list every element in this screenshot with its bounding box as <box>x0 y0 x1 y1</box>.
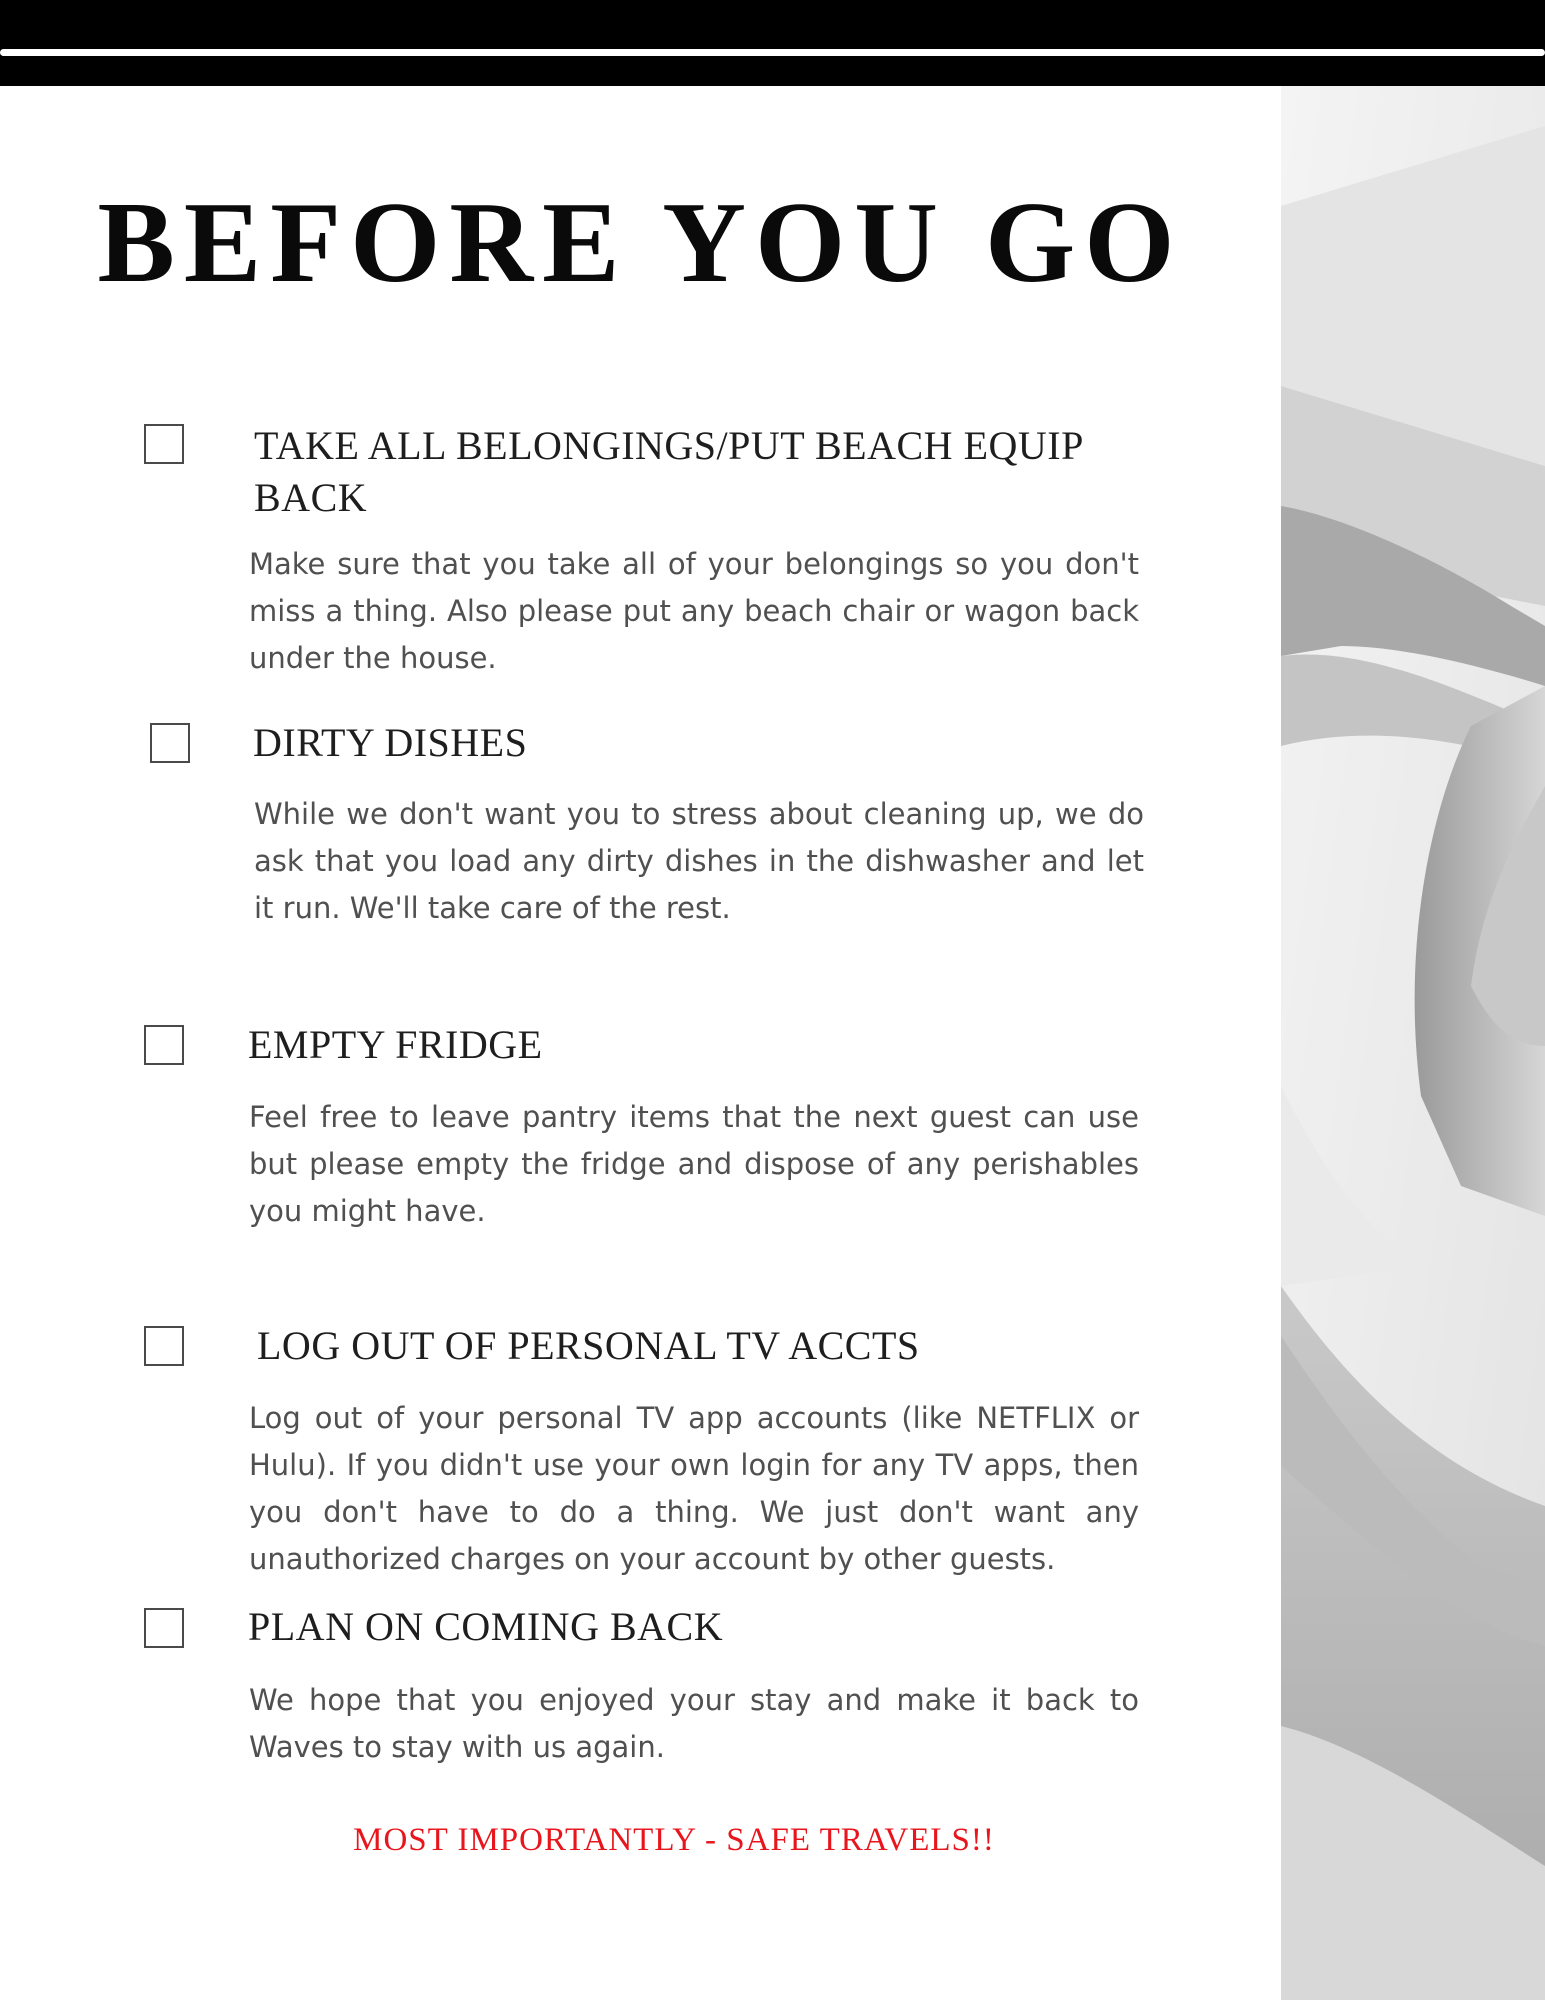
page-title: BEFORE YOU GO <box>97 179 1184 307</box>
checkbox-empty-fridge[interactable] <box>144 1025 184 1065</box>
checkbox-dirty-dishes[interactable] <box>150 723 190 763</box>
checkbox-take-belongings[interactable] <box>144 424 184 464</box>
body-log-out-tv: Log out of your personal TV app accounts (like NETFLIX or Hulu). If you didn't use your own login for any TV apps, then you don't have to do a thing. We just don't want any unauthorized charges on your account by other guests. <box>249 1401 1139 1576</box>
closing-message: MOST IMPORTANTLY - SAFE TRAVELS!! <box>353 1822 995 1858</box>
top-black-band <box>0 0 1545 86</box>
checkbox-log-out-tv[interactable] <box>144 1326 184 1366</box>
heading-plan-coming-back: PLAN ON COMING BACK <box>248 1604 724 1649</box>
side-decorative-image <box>1281 86 1545 2000</box>
heading-log-out-tv: LOG OUT OF PERSONAL TV ACCTS <box>257 1323 920 1368</box>
body-plan-coming-back: We hope that you enjoyed your stay and make it back to Waves to stay with us again. <box>249 1683 1139 1764</box>
body-empty-fridge: Feel free to leave pantry items that the next guest can use but please empty the fridge and dispose of any perishables you might have. <box>249 1100 1139 1228</box>
heading-take-belongings: TAKE ALL BELONGINGS/PUT BEACH EQUIP BACK <box>254 423 1083 520</box>
heading-empty-fridge: EMPTY FRIDGE <box>248 1022 543 1067</box>
checkbox-plan-coming-back[interactable] <box>144 1608 184 1648</box>
body-take-belongings: Make sure that you take all of your belongings so you don't miss a thing. Also please put any beach chair or wagon back under the house. <box>249 547 1139 675</box>
body-dirty-dishes: While we don't want you to stress about cleaning up, we do ask that you load any dirty dishes in the dishwasher and let it run. We'll take care of the rest. <box>254 797 1144 925</box>
top-white-rule <box>0 49 1545 56</box>
heading-dirty-dishes: DIRTY DISHES <box>253 720 528 765</box>
